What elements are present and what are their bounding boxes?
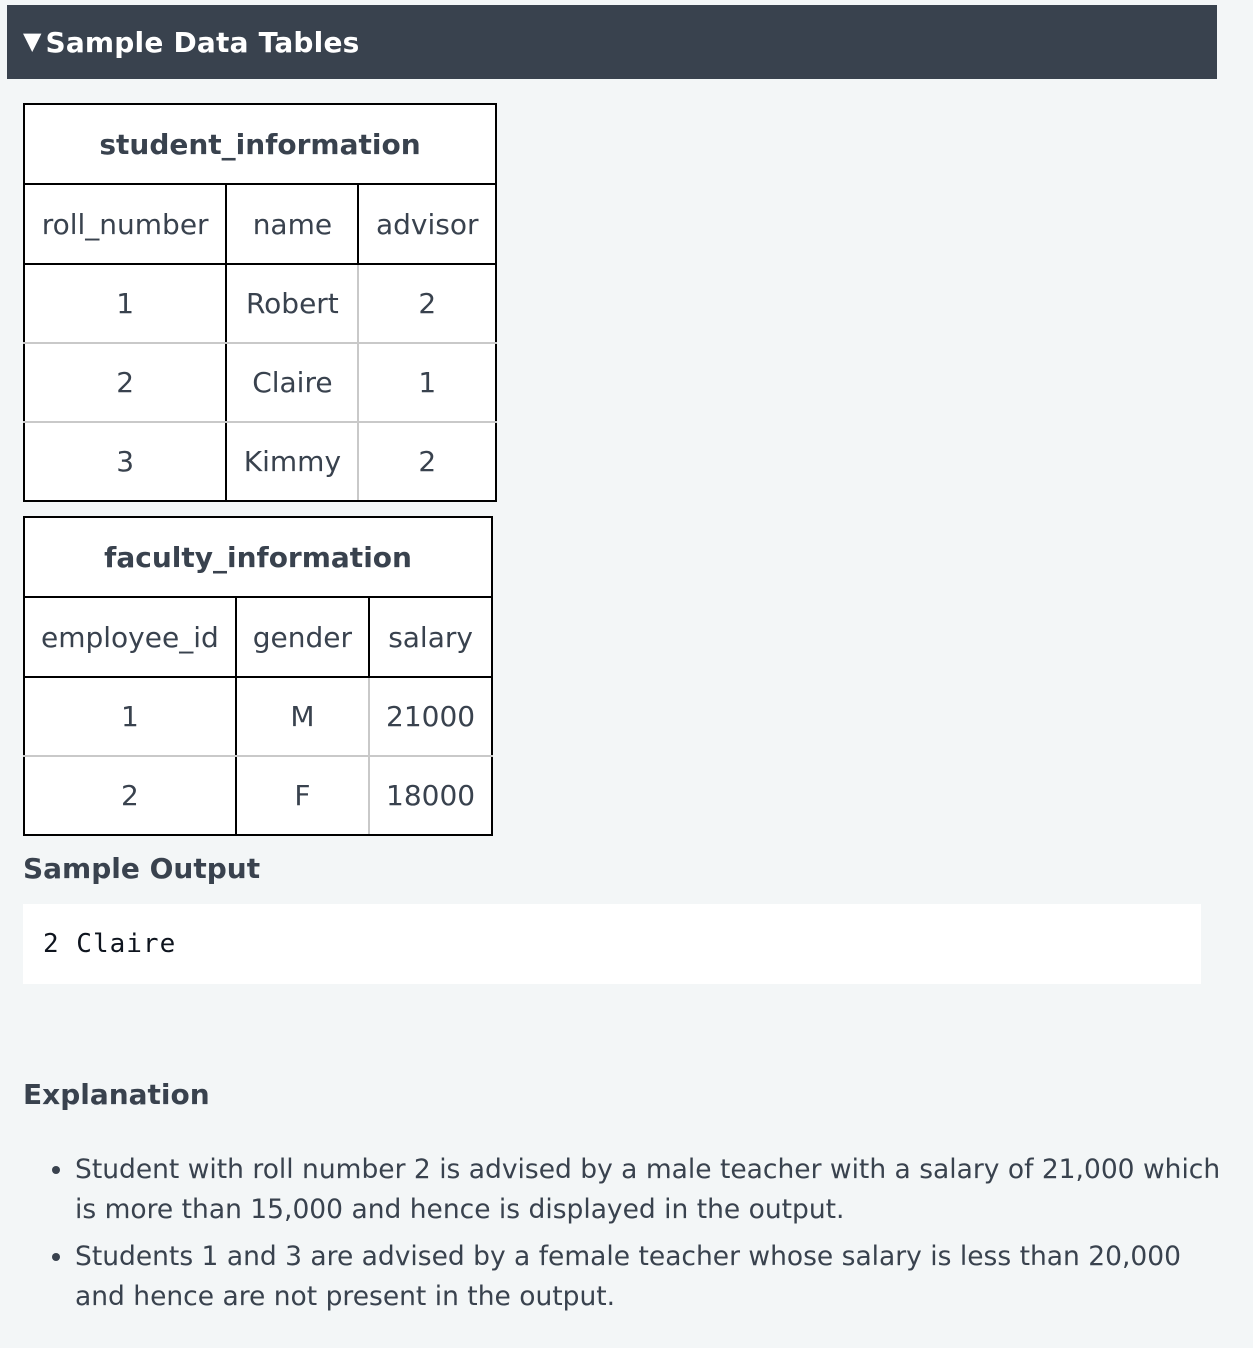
sample-output-heading: Sample Output [23,852,261,885]
table-title: faculty_information [24,517,492,597]
table-row [24,756,492,835]
table-cell: M [236,677,369,756]
table-cell: 18000 [369,756,492,835]
list-item: • Student with roll number 2 is advised by a male teacher with a salary of 21,000 which is more than 15,000 and hence is displayed in the output. [75,1150,1223,1230]
table-title: student_information [24,104,496,184]
table-cell: 1 [24,264,226,343]
sample-output-text: 2 Claire [43,929,177,959]
column-header: name [226,184,358,264]
sample-output-box [23,904,1201,984]
list-item: • Students 1 and 3 are advised by a female teacher whose salary is less than 20,000 and hence are not present in the output. [75,1237,1223,1317]
accordion-title: Sample Data Tables [45,25,360,59]
column-header: advisor [358,184,496,264]
table-cell: F [236,756,369,835]
explanation-list [23,1150,1223,1324]
table-cell: 2 [24,756,236,835]
table-cell: 2 [358,422,496,501]
sample-data-tables-toggle[interactable] [7,5,1217,79]
faculty-information-table [23,516,493,836]
table-row [24,677,492,756]
table-cell: 1 [24,677,236,756]
table-row [24,264,496,343]
student-information-table [23,103,497,502]
table-cell: 2 [358,264,496,343]
column-header: gender [236,597,369,677]
table-cell: 1 [358,343,496,422]
column-header: roll_number [24,184,226,264]
table-cell: Kimmy [226,422,358,501]
table-cell: Claire [226,343,358,422]
table-cell: 21000 [369,677,492,756]
table-row [24,422,496,501]
column-header: employee_id [24,597,236,677]
table-cell: Robert [226,264,358,343]
table-cell: 2 [24,343,226,422]
table-row [24,343,496,422]
caret-down-icon: ▼ [23,27,42,55]
explanation-heading: Explanation [23,1078,210,1111]
table-cell: 3 [24,422,226,501]
column-header: salary [369,597,492,677]
